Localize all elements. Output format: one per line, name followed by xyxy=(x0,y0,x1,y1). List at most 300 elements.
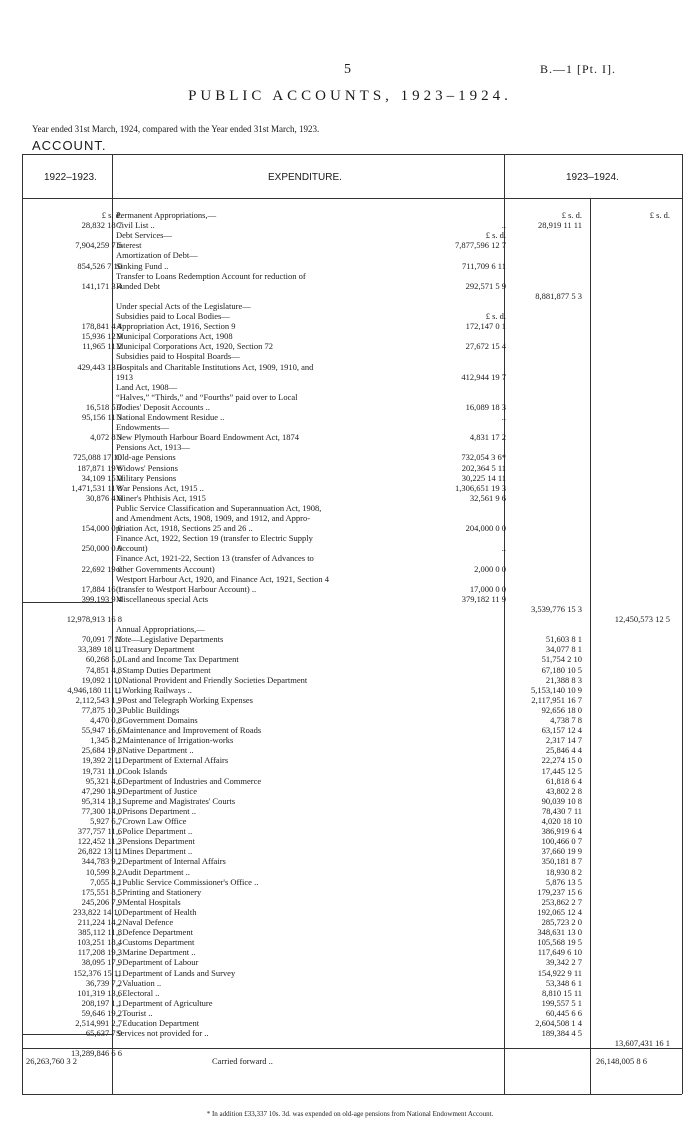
expenditure-description: Amortization of Debt— xyxy=(116,250,198,261)
expenditure-description: Widows' Pensions xyxy=(116,462,178,473)
prev-year-amount: 77,300 14 0 xyxy=(81,805,122,816)
prev-year-amount: £ s. d. xyxy=(101,210,122,220)
current-year-amount: 34,077 8 1 xyxy=(545,644,582,655)
prev-year-amount: 2,112,543 1 9 xyxy=(75,694,122,705)
detail-amount: 412,944 19 7 xyxy=(461,371,506,382)
prev-year-amount: 55,947 16 6 xyxy=(81,725,122,736)
expenditure-description: Annual Appropriations,— xyxy=(116,624,205,635)
table-row xyxy=(0,261,700,271)
table-row xyxy=(0,988,700,998)
table-row xyxy=(0,856,700,866)
current-year-amount: 117,649 6 10 xyxy=(537,947,582,958)
table-row xyxy=(0,513,700,523)
table-row xyxy=(0,574,700,584)
expenditure-description: ,, Cook Islands xyxy=(116,765,167,776)
table-row xyxy=(0,210,700,220)
table-row xyxy=(0,604,700,614)
prev-year-amount: 15,936 12 9 xyxy=(81,331,122,342)
table-row xyxy=(0,937,700,947)
table-row xyxy=(0,533,700,543)
detail-amount: 27,672 15 4 xyxy=(465,341,506,352)
table-row xyxy=(0,887,700,897)
expenditure-description: ,, Defence Department xyxy=(116,927,193,938)
table-row xyxy=(0,230,700,240)
current-year-amount: 67,180 10 5 xyxy=(541,664,582,675)
prev-year-amount: 28,832 18 7 xyxy=(81,220,122,231)
current-year-amount: 253,862 2 7 xyxy=(541,896,582,907)
expenditure-description: ,, Valuation .. xyxy=(116,977,162,988)
prev-subtotal-rule xyxy=(22,602,112,603)
table-row xyxy=(0,281,700,291)
expenditure-description: ,, Post and Telegraph Working Expenses xyxy=(116,694,253,705)
table-row xyxy=(0,321,700,331)
table-row xyxy=(0,705,700,715)
expenditure-description: ,, Stamp Duties Department xyxy=(116,664,211,675)
table-row xyxy=(0,503,700,513)
expenditure-description: ,, Department of Labour xyxy=(116,957,199,968)
table-row xyxy=(0,301,700,311)
expenditure-description: ,, Public Service Commissioner's Office .. xyxy=(116,876,259,887)
expenditure-description: ,, Prisons Department .. xyxy=(116,805,197,816)
expenditure-description: Hospitals and Charitable Institutions Act, 1909, 1910, and xyxy=(116,361,314,372)
expenditure-description: Land Act, 1908— xyxy=(116,381,178,392)
current-year-amount: 5,876 13 5 xyxy=(545,876,582,887)
expenditure-description: ,, Department of Health xyxy=(116,906,197,917)
table-row xyxy=(0,382,700,392)
prev-year-amount: 4,470 0 8 xyxy=(90,715,122,725)
expenditure-description: ,, Department of Internal Affairs xyxy=(116,856,226,867)
prev-year-amount: 101,319 13 6 xyxy=(77,987,122,998)
detail-amount: 32,561 9 6 xyxy=(469,492,506,503)
table-row xyxy=(0,897,700,907)
current-year-amount: 51,754 2 10 xyxy=(541,654,582,665)
expenditure-description: Westport Harbour Act, 1920, and Finance Act, 1921, Section 4 xyxy=(116,573,329,584)
expenditure-description: Municipal Corporations Act, 1920, Section 72 xyxy=(116,341,273,352)
table-row xyxy=(0,917,700,927)
table-row xyxy=(0,614,700,624)
detail-amount: 711,709 6 11 xyxy=(462,260,506,271)
current-year-amount: 51,603 8 1 xyxy=(545,634,582,645)
current-year-amount: 78,430 7 11 xyxy=(541,805,582,816)
prev-year-amount: 7,055 4 1 xyxy=(90,876,122,887)
prev-year-amount: 60,268 5 0 xyxy=(85,654,122,665)
prev-year-amount: 5,927 6 7 xyxy=(90,816,122,826)
table-row xyxy=(0,1008,700,1018)
table-row xyxy=(0,745,700,755)
expenditure-description: Endowments— xyxy=(116,422,169,433)
table-row xyxy=(0,311,700,321)
expenditure-description: ,, Tourist .. xyxy=(116,1007,153,1018)
table-row xyxy=(0,432,700,442)
current-year-amount: £ s. d. xyxy=(561,210,582,220)
table-row xyxy=(0,341,700,351)
expenditure-description: Vote—Legislative Departments xyxy=(116,634,224,645)
table-row xyxy=(0,998,700,1008)
expenditure-description: Pensions Act, 1913— xyxy=(116,442,190,453)
expenditure-description: “Halves,” “Thirds,” and “Fourths” paid over to Local xyxy=(116,391,298,402)
table-row xyxy=(0,483,700,493)
expenditure-description: ,, Maintenance of Irrigation-works xyxy=(116,735,234,746)
detail-amount: 30,225 14 11 xyxy=(461,472,506,483)
prev-year-amount: 13,289,846 6 6 xyxy=(71,1048,122,1059)
expenditure-description: War Pensions Act, 1915 .. xyxy=(116,482,204,493)
prev-year-amount: 141,171 3 4 xyxy=(81,280,122,291)
expenditure-description: Funded Debt xyxy=(116,280,161,291)
expenditure-description: ,, Department of Justice xyxy=(116,785,197,796)
expenditure-description: Subsidies paid to Hospital Boards— xyxy=(116,351,240,362)
current-year-amount: 386,919 6 4 xyxy=(541,826,582,837)
table-row xyxy=(0,796,700,806)
current-year-amount: 2,604,508 1 4 xyxy=(535,1018,582,1028)
detail-amount: £ s. d. xyxy=(485,230,506,241)
expenditure-description: Public Service Classification and Superannuation Act, 1908, xyxy=(116,502,322,513)
table-row xyxy=(0,947,700,957)
prev-year-amount: 152,376 15 11 xyxy=(73,967,122,978)
prev-year-amount: 70,091 7 11 xyxy=(81,634,122,645)
expenditure-description: (transfer to Westport Harbour Account) .. xyxy=(116,583,257,594)
current-year-amount: 192,065 12 4 xyxy=(537,906,582,917)
expenditure-description: Municipal Corporations Act, 1908 xyxy=(116,331,233,342)
current-year-amount: 105,568 19 5 xyxy=(537,937,582,948)
detail-amount: 292,571 5 9 xyxy=(465,280,506,291)
prev-year-amount: 250,000 0 0 xyxy=(81,543,122,554)
table-row xyxy=(0,1038,700,1048)
prev-year-amount: 38,095 17 9 xyxy=(81,957,122,968)
current-year-total: £ s. d. xyxy=(649,210,670,220)
prev-year-amount: 19,392 2 11 xyxy=(81,755,122,766)
page-number: 5 xyxy=(344,62,351,77)
prev-year-amount: 117,208 19 3 xyxy=(77,947,122,958)
current-year-amount: 199,557 5 1 xyxy=(541,997,582,1008)
detail-amount: 204,000 0 0 xyxy=(465,523,506,534)
detail-amount: .. xyxy=(501,220,506,231)
current-year-amount: 2,317 14 7 xyxy=(545,735,582,746)
expenditure-description: and Amendment Acts, 1908, 1909, and 1912, and Appro- xyxy=(116,513,311,523)
expenditure-description: 1913 xyxy=(116,371,133,382)
table-row xyxy=(0,725,700,735)
current-year-amount: 17,445 12 5 xyxy=(541,765,582,776)
expenditure-description: Military Pensions xyxy=(116,472,177,483)
current-year-amount: 53,348 6 1 xyxy=(545,977,582,988)
table-row xyxy=(0,634,700,644)
table-row xyxy=(0,463,700,473)
header-current-year: 1923–1924. xyxy=(566,172,619,183)
table-row xyxy=(0,412,700,422)
prev-year-amount: 429,443 13 3 xyxy=(77,361,122,372)
expenditure-description: ,, Mental Hospitals xyxy=(116,896,181,907)
table-row xyxy=(0,291,700,301)
current-year-amount: 28,919 11 11 xyxy=(538,220,582,231)
expenditure-description: ,, Government Domains xyxy=(116,715,198,725)
detail-amount: .. xyxy=(501,543,506,554)
table-row xyxy=(0,846,700,856)
expenditure-description: ,, Marine Department .. xyxy=(116,947,196,958)
expenditure-description: ,, Printing and Stationery xyxy=(116,886,202,897)
prev-year-amount: 74,851 4 8 xyxy=(85,664,122,675)
document-reference: B.—1 [Pt. I]. xyxy=(540,62,616,76)
table-row xyxy=(0,624,700,634)
prev-year-amount: 4,072 8 3 xyxy=(90,432,122,443)
expenditure-description: Finance Act, 1922, Section 19 (transfer to Electric Supply xyxy=(116,533,313,544)
table-row xyxy=(0,735,700,745)
current-year-amount: 4,738 7 8 xyxy=(550,715,582,725)
prev-year-amount: 1,345 8 2 xyxy=(90,735,122,746)
table-row xyxy=(0,665,700,675)
expenditure-description: priation Act, 1918, Sections 25 and 26 .. xyxy=(116,523,253,534)
current-year-amount: 18,930 8 2 xyxy=(545,866,582,877)
prev-year-amount: 10,599 3 2 xyxy=(85,866,122,877)
table-row xyxy=(0,392,700,402)
table-row xyxy=(0,331,700,341)
table-row xyxy=(0,826,700,836)
prev-year-amount: 47,290 14 9 xyxy=(81,785,122,796)
prev-year-amount: 245,206 7 9 xyxy=(81,896,122,907)
table-row xyxy=(0,402,700,412)
table-row xyxy=(0,553,700,563)
prev-year-amount: 95,321 4 6 xyxy=(85,775,122,786)
detail-amount: .. xyxy=(501,412,506,422)
current-year-amount: 61,818 6 4 xyxy=(545,775,582,786)
detail-amount: 16,089 18 3 xyxy=(465,401,506,412)
current-year-amount: 3,539,776 15 3 xyxy=(531,603,582,614)
expenditure-description: ,, Mines Department .. xyxy=(116,846,193,857)
page-title: PUBLIC ACCOUNTS, 1923–1924. xyxy=(188,88,512,104)
current-year-amount: 4,020 18 10 xyxy=(541,816,582,826)
expenditure-description: Finance Act, 1921-22, Section 13 (transfer of Advances to xyxy=(116,553,314,564)
expenditure-description: ,, Department of Lands and Survey xyxy=(116,967,236,978)
prev-year-amount: 36,739 7 2 xyxy=(85,977,122,988)
expenditure-description: Bodies' Deposit Accounts .. xyxy=(116,401,210,412)
prev-year-amount: 385,112 11 8 xyxy=(78,927,122,938)
prev-year-amount: 11,965 11 2 xyxy=(82,341,122,352)
expenditure-description: other Governments Account) xyxy=(116,563,215,574)
expenditure-description: Account) xyxy=(116,543,148,554)
table-row xyxy=(0,523,700,533)
prev-year-amount: 154,000 0 0 xyxy=(81,523,122,534)
current-year-amount: 43,802 2 8 xyxy=(545,785,582,796)
current-year-amount: 25,846 4 4 xyxy=(545,745,582,756)
expenditure-description: ,, Treasury Department xyxy=(116,644,195,655)
table-row xyxy=(0,968,700,978)
table-row xyxy=(0,806,700,816)
expenditure-description: Permanent Appropriations,— xyxy=(116,210,217,220)
expenditure-description: ,, Working Railways .. xyxy=(116,684,192,695)
current-year-amount: 90,039 10 8 xyxy=(541,795,582,806)
expenditure-description: National Endowment Residue .. xyxy=(116,412,225,422)
current-year-amount: 285,723 2 0 xyxy=(541,917,582,927)
table-row xyxy=(0,907,700,917)
detail-amount: 202,364 5 11 xyxy=(461,462,506,473)
expenditure-description: Interest xyxy=(116,240,142,251)
expenditure-description: Miner's Phthisis Act, 1915 xyxy=(116,492,206,503)
page-subtitle: Year ended 31st March, 1924, compared with the Year ended 31st March, 1923. xyxy=(32,124,320,134)
expenditure-description: ,, Police Department .. xyxy=(116,826,193,837)
expenditure-description: ,, Naval Defence xyxy=(116,917,174,927)
detail-amount: 7,877,596 12 7 xyxy=(455,240,506,251)
table-row xyxy=(0,715,700,725)
prev-year-amount: 33,389 18 11 xyxy=(77,644,122,655)
prev-year-amount: 65,637 7 9 xyxy=(85,1028,122,1039)
table-row xyxy=(0,927,700,937)
table-row xyxy=(0,372,700,382)
carried-prev-total: 26,263,760 3 2 xyxy=(26,1056,77,1066)
expenditure-description: ,, Native Department .. xyxy=(116,745,194,756)
expenditure-description: Sinking Fund .. xyxy=(116,260,169,271)
table-row xyxy=(0,452,700,462)
table-row xyxy=(0,1018,700,1028)
current-year-total: 12,450,573 12 5 xyxy=(614,614,670,624)
prev-year-amount: 233,822 14 10 xyxy=(73,906,122,917)
current-year-amount: 189,384 4 5 xyxy=(541,1028,582,1039)
prev-year-amount: 211,224 14 2 xyxy=(77,917,122,927)
detail-amount: 4,831 17 2 xyxy=(469,432,506,443)
current-year-amount: 348,631 13 0 xyxy=(537,927,582,938)
table-row xyxy=(0,1048,700,1058)
current-year-amount: 154,922 9 11 xyxy=(537,967,582,978)
current-year-amount: 39,342 2 7 xyxy=(545,957,582,968)
table-top-rule xyxy=(22,154,682,155)
detail-amount: 379,182 11 9 xyxy=(461,593,506,604)
prev-year-amount: 12,978,913 16 8 xyxy=(66,614,122,624)
table-row xyxy=(0,685,700,695)
prev-total-rule xyxy=(22,1034,112,1035)
expenditure-description: ,, Crown Law Office xyxy=(116,816,187,826)
table-row xyxy=(0,271,700,281)
current-year-amount: 92,656 18 0 xyxy=(541,704,582,715)
table-row xyxy=(0,867,700,877)
table-row xyxy=(0,695,700,705)
header-expenditure: EXPENDITURE. xyxy=(268,172,342,183)
prev-year-amount: 4,946,180 11 11 xyxy=(67,684,122,695)
expenditure-description: New Plymouth Harbour Board Endowment Act, 1874 xyxy=(116,432,299,443)
prev-year-amount: 59,646 19 2 xyxy=(81,1007,122,1018)
expenditure-description: Under special Acts of the Legislature— xyxy=(116,300,251,311)
prev-year-amount: 1,471,531 11 8 xyxy=(71,482,122,493)
expenditure-description: Old-age Pensions xyxy=(116,452,176,463)
current-year-amount: 22,274 15 0 xyxy=(541,755,582,766)
table-row xyxy=(0,644,700,654)
expenditure-description: ,, Electoral .. xyxy=(116,987,160,998)
prev-year-amount: 344,783 9 2 xyxy=(81,856,122,867)
prev-year-amount: 178,841 4 4 xyxy=(81,321,122,332)
expenditure-description: ,, Audit Department .. xyxy=(116,866,190,877)
current-year-amount: 5,153,140 10 9 xyxy=(531,684,582,695)
table-row xyxy=(0,675,700,685)
current-year-amount: 8,810 15 11 xyxy=(541,987,582,998)
detail-amount: 17,000 0 0 xyxy=(469,583,506,594)
table-row xyxy=(0,816,700,826)
expenditure-description: ,, National Provident and Friendly Societies Department xyxy=(116,674,308,685)
current-year-amount: 8,881,877 5 3 xyxy=(535,290,582,301)
table-row xyxy=(0,654,700,664)
expenditure-description: ,, Maintenance and Improvement of Roads xyxy=(116,725,262,736)
current-year-amount: 60,445 6 6 xyxy=(545,1007,582,1018)
detail-amount: 732,054 3 6* xyxy=(461,452,506,463)
expenditure-description: ,, Department of Industries and Commerce xyxy=(116,775,262,786)
table-row xyxy=(0,473,700,483)
table-row xyxy=(0,584,700,594)
prev-year-amount: 103,251 18 4 xyxy=(77,937,122,948)
detail-amount: 1,306,651 19 3 xyxy=(455,482,506,493)
prev-year-amount: 2,514,991 2 7 xyxy=(75,1018,122,1028)
expenditure-description: Civil List .. xyxy=(116,220,155,231)
table-row xyxy=(0,240,700,250)
prev-year-amount: 19,092 1 10 xyxy=(81,674,122,685)
table-row xyxy=(0,836,700,846)
table-row xyxy=(0,564,700,574)
expenditure-description: Transfer to Loans Redemption Account for reduction of xyxy=(116,270,306,281)
table-header-rule xyxy=(22,198,682,199)
prev-year-amount: 725,088 17 10 xyxy=(73,452,122,463)
prev-year-amount: 7,904,259 7 5 xyxy=(75,240,122,251)
table-row xyxy=(0,422,700,432)
prev-year-amount: 95,314 13 1 xyxy=(81,795,122,806)
prev-year-amount: 95,156 11 3 xyxy=(81,412,122,422)
prev-year-amount: 19,731 11 0 xyxy=(81,765,122,776)
current-year-total: 13,607,431 16 1 xyxy=(614,1038,670,1049)
current-year-amount: 100,466 0 7 xyxy=(541,836,582,847)
prev-year-amount: 30,876 4 6 xyxy=(85,492,122,503)
current-year-amount: 179,237 15 6 xyxy=(537,886,582,897)
current-year-amount: 2,117,951 16 7 xyxy=(531,694,582,705)
prev-year-amount: 22,692 19 0 xyxy=(81,563,122,574)
prev-year-amount: 175,551 8 5 xyxy=(81,886,122,897)
prev-year-amount: 854,526 7 10 xyxy=(77,260,122,271)
carried-forward-label: Carried forward .. xyxy=(212,1056,273,1066)
prev-year-amount: 26,822 13 11 xyxy=(77,846,122,857)
expenditure-description: ,, Department of Agriculture xyxy=(116,997,213,1008)
table-row xyxy=(0,877,700,887)
current-year-amount: 63,157 12 4 xyxy=(541,725,582,736)
header-prev-year: 1922–1923. xyxy=(44,172,97,183)
detail-amount: 2,000 0 0 xyxy=(474,563,506,574)
detail-amount: 172,147 0 1 xyxy=(465,321,506,332)
table-row xyxy=(0,776,700,786)
prev-year-amount: 208,197 1 1 xyxy=(81,997,122,1008)
prev-year-amount: 399,193 9 4 xyxy=(81,593,122,604)
table-row xyxy=(0,493,700,503)
prev-year-amount: 17,884 16 1 xyxy=(81,583,122,594)
table-bottom-rule xyxy=(22,1094,682,1095)
expenditure-description: ,, Public Buildings xyxy=(116,704,180,715)
prev-year-amount: 16,518 5 7 xyxy=(85,401,122,412)
table-row xyxy=(0,442,700,452)
current-year-amount: 21,388 8 3 xyxy=(545,674,582,685)
prev-year-amount: 122,452 11 3 xyxy=(77,836,122,847)
prev-year-amount: 187,871 19 6 xyxy=(77,462,122,473)
table-row xyxy=(0,766,700,776)
table-row xyxy=(0,543,700,553)
expenditure-description: ,, Customs Department xyxy=(116,937,195,948)
expenditure-description: ,, Supreme and Magistrates' Courts xyxy=(116,795,236,806)
table-row xyxy=(0,220,700,230)
expenditure-description: Subsidies paid to Local Bodies— xyxy=(116,311,230,321)
current-year-amount: 37,660 19 9 xyxy=(541,846,582,857)
expenditure-description: ,, Pensions Department xyxy=(116,836,195,847)
table-row xyxy=(0,786,700,796)
expenditure-description: ,, Land and Income Tax Department xyxy=(116,654,239,665)
expenditure-description: ,, Department of External Affairs xyxy=(116,755,229,766)
expenditure-description: Services not provided for .. xyxy=(116,1028,209,1039)
current-year-amount: 350,181 8 7 xyxy=(541,856,582,867)
table-row xyxy=(0,978,700,988)
table-row xyxy=(0,957,700,967)
expenditure-description: Debt Services— xyxy=(116,230,172,241)
table-row xyxy=(0,351,700,361)
footnote: * In addition £33,337 10s. 3d. was expended on old-age pensions from National Endowment Account. xyxy=(206,1110,494,1118)
table-row xyxy=(0,362,700,372)
account-label: ACCOUNT. xyxy=(32,138,107,153)
